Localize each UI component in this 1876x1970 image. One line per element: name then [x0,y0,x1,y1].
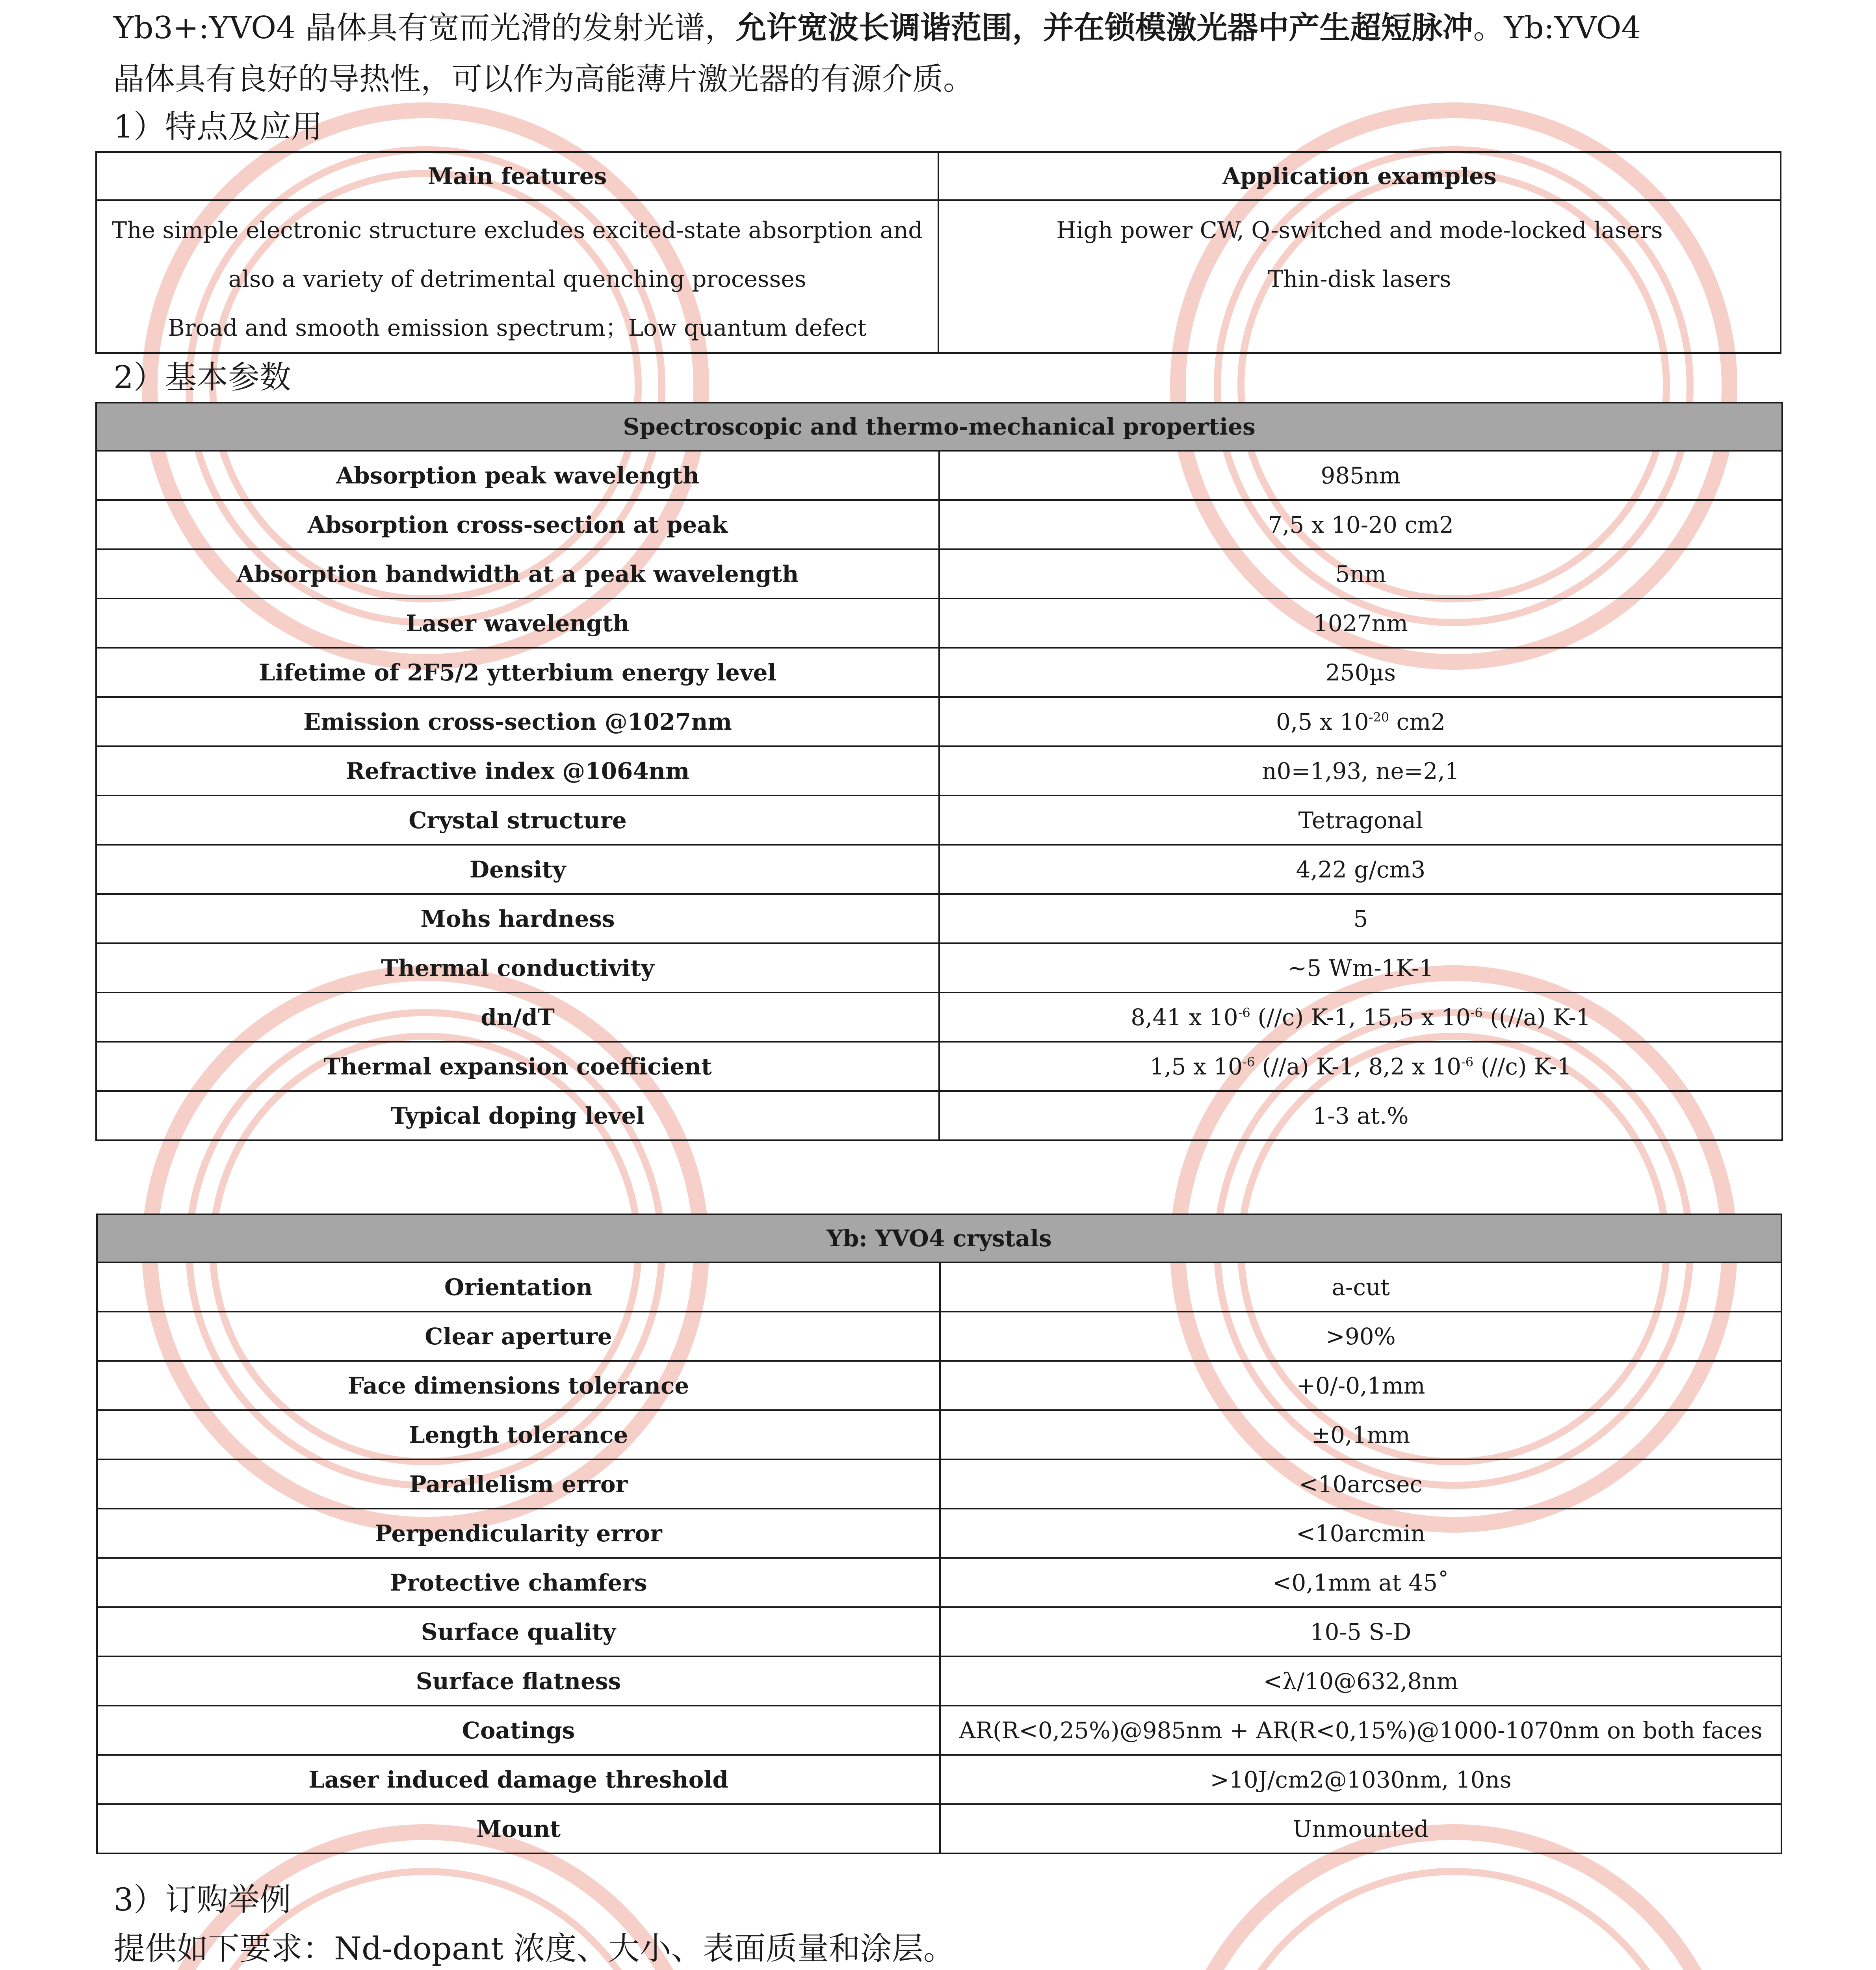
property-name: dn/dT [96,992,939,1042]
property-value: 1027nm [939,598,1782,648]
table-row [96,697,1782,746]
table-row [96,500,1782,549]
property-value: 5 [939,894,1782,943]
property-value: 985nm [939,451,1782,500]
spec-name: Mount [97,1804,940,1853]
value-part: cm2 [1389,708,1445,735]
table-row [97,1410,1781,1459]
features-table [95,151,1781,354]
intro-line2: 晶体具有良好的导热性，可以作为高能薄片激光器的有源介质。 [113,61,974,97]
table-row [96,894,1782,943]
spec-value: <10arcsec [940,1459,1781,1509]
property-value [939,992,1782,1042]
spec-name: Length tolerance [97,1410,940,1459]
application-line: High power CW, Q-switched and mode-locked lasers [1056,217,1663,243]
value-part: 0,5 x 10 [1276,708,1369,735]
property-name: Emission cross-section @1027nm [96,697,939,746]
spec-name: Perpendicularity error [97,1509,940,1558]
col-header-applications: Application examples [938,152,1781,200]
value-part: (//c) K-1 [1473,1053,1572,1080]
table-row [97,1312,1781,1361]
property-value [939,697,1782,746]
property-name: Absorption peak wavelength [96,451,939,500]
property-name: Density [96,845,939,894]
spec-value: <10arcmin [940,1509,1781,1558]
value-exponent: -6 [1238,1005,1250,1020]
value-part: 1,5 x 10 [1150,1053,1243,1080]
table-row [97,1558,1781,1607]
crystals-table [96,1214,1782,1854]
spec-name: Laser induced damage threshold [97,1755,940,1804]
section2-heading: 2）基本参数 [113,359,291,396]
value-part: ((//a) K-1 [1482,1004,1591,1031]
table-row [96,1042,1782,1091]
table-row [97,1361,1781,1410]
property-name: Crystal structure [96,795,939,845]
intro-line1-start: Yb3+:YVO4 晶体具有宽而光滑的发射光谱， [113,10,736,46]
spec-name: Coatings [97,1706,940,1755]
spec-name: Face dimensions tolerance [97,1361,940,1410]
features-cell [96,200,938,353]
table-row [97,1509,1781,1558]
table-row [96,795,1782,845]
section3-heading: 3）订购举例 [113,1881,291,1918]
spec-name: Surface flatness [97,1656,940,1706]
property-value: Tetragonal [939,795,1782,845]
property-name: Refractive index @1064nm [96,746,939,795]
table-row [97,1755,1781,1804]
table-row [96,451,1782,500]
spec-name: Protective chamfers [97,1558,940,1607]
spec-value: AR(R<0,25%)@985nm + AR(R<0,15%)@1000-1070nm on both faces [940,1706,1781,1755]
intro-line1-end: 。Yb:YVO4 [1473,10,1641,46]
table-row [97,1656,1781,1706]
property-name: Thermal conductivity [96,943,939,992]
spec-value: <0,1mm at 45˚ [940,1558,1781,1607]
crystals-table-title: Yb: YVO4 crystals [97,1214,1781,1262]
property-name: Absorption bandwidth at a peak wavelength [96,549,939,598]
value-part: (//a) K-1, 8,2 x 10 [1255,1053,1462,1080]
table-row [97,1804,1781,1853]
property-value [939,1042,1782,1091]
table-row [97,1706,1781,1755]
table-row [96,845,1782,894]
spec-value: a-cut [940,1262,1781,1312]
value-part: 8,41 x 10 [1131,1004,1238,1031]
property-value: 4,22 g/cm3 [939,845,1782,894]
feature-line: also a variety of detrimental quenching processes [228,266,806,292]
col-header-features: Main features [96,152,938,200]
property-name: Lifetime of 2F5/2 ytterbium energy level [96,648,939,697]
table-row [96,648,1782,697]
value-exponent: -6 [1470,1005,1483,1020]
table-row [96,549,1782,598]
spec-value: Unmounted [940,1804,1781,1853]
spec-value: +0/-0,1mm [940,1361,1781,1410]
table-row [96,598,1782,648]
spec-name: Orientation [97,1262,940,1312]
table-row [97,1262,1781,1312]
application-line: Thin-disk lasers [1268,266,1451,292]
value-part: (//c) K-1, 15,5 x 10 [1250,1004,1471,1031]
property-name: Thermal expansion coefficient [96,1042,939,1091]
property-value: n0=1,93, ne=2,1 [939,746,1782,795]
spec-value: 10-5 S-D [940,1607,1781,1656]
table-row [96,1091,1782,1140]
property-value: 5nm [939,549,1782,598]
section1-heading: 1）特点及应用 [113,108,323,145]
table-row [96,943,1782,992]
property-value: 1-3 at.% [939,1091,1782,1140]
spec-value: >10J/cm2@1030nm, 10ns [940,1755,1781,1804]
table-row [96,992,1782,1042]
applications-cell [938,200,1781,353]
property-value: 7,5 x 10-20 cm2 [939,500,1782,549]
spec-name: Surface quality [97,1607,940,1656]
table-row [97,1607,1781,1656]
value-exponent: -6 [1243,1054,1255,1070]
intro-line1-bold: 允许宽波长调谐范围，并在锁模激光器中产生超短脉冲 [736,10,1473,46]
property-name: Mohs hardness [96,894,939,943]
value-exponent: -20 [1369,710,1389,725]
table-row [96,746,1782,795]
properties-table [95,402,1783,1141]
feature-line: The simple electronic structure excludes excited-state absorption and [111,217,923,243]
spec-value: ±0,1mm [940,1410,1781,1459]
properties-table-title: Spectroscopic and thermo-mechanical properties [96,403,1782,451]
spec-name: Clear aperture [97,1312,940,1361]
spec-value: >90% [940,1312,1781,1361]
feature-line: Broad and smooth emission spectrum；Low quantum defect [168,314,867,341]
intro-paragraph [113,2,1780,105]
table-row [97,1459,1781,1509]
value-exponent: -6 [1461,1054,1474,1070]
spec-name: Parallelism error [97,1459,940,1509]
property-value: ~5 Wm-1K-1 [939,943,1782,992]
spec-value: <λ/10@632,8nm [940,1656,1781,1706]
property-name: Laser wavelength [96,598,939,648]
property-name: Typical doping level [96,1091,939,1140]
property-name: Absorption cross-section at peak [96,500,939,549]
property-value: 250µs [939,648,1782,697]
ordering-note: 提供如下要求：Nd-dopant 浓度、大小、表面质量和涂层。 [113,1930,955,1967]
